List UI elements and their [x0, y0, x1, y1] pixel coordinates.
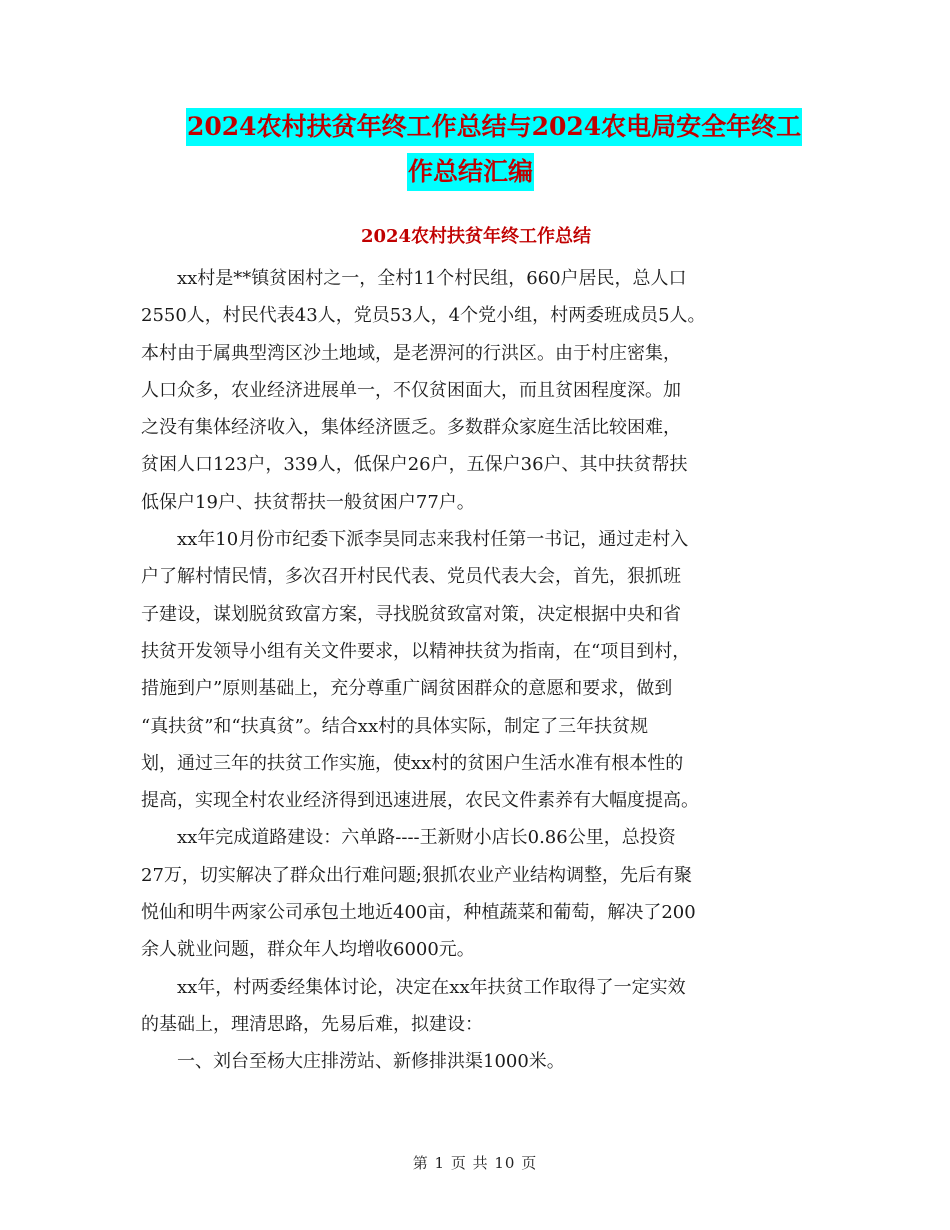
paragraph-line: 贫困人口123户，339人，低保户26户，五保户36户、其中扶贫帮扶	[141, 454, 688, 476]
paragraph-line: xx村是**镇贫困村之一，全村11个村民组，660户居民，总人口	[141, 268, 687, 289]
paragraph-line: “真扶贫”和“扶真贫”。结合xx村的具体实际，制定了三年扶贫规	[141, 715, 649, 737]
paragraph-line: 扶贫开发领导小组有关文件要求，以精神扶贫为指南，在“项目到村，	[141, 640, 691, 662]
paragraph-line: 的基础上，理清思路，先易后难，拟建设：	[141, 1013, 483, 1035]
paragraph-line: xx年完成道路建设：六单路----王新财小店长0.86公里，总投资	[141, 827, 676, 849]
paragraph-line: 一、刘台至杨大庄排涝站、新修排洪渠1000米。	[141, 1051, 565, 1073]
section-heading	[0, 222, 950, 252]
body-text	[141, 260, 821, 1081]
page-footer: 第 1 页 共 10 页	[412, 1154, 538, 1172]
paragraph-line: 子建设，谋划脱贫致富方案，寻找脱贫致富对策，决定根据中央和省	[141, 603, 681, 625]
paragraph-line: 划，通过三年的扶贫工作实施，使xx村的贫困户生活水准有根本性的	[141, 752, 684, 774]
paragraph-line: 悦仙和明牛两家公司承包土地近400亩，种植蔬菜和葡萄，解决了200	[141, 902, 696, 924]
section-heading-text: 2024农村扶贫年终工作总结	[360, 226, 592, 247]
paragraph-line: 本村由于属典型湾区沙土地域，是老淠河的行洪区。由于村庄密集，	[141, 342, 681, 364]
paragraph-line: 之没有集体经济收入，集体经济匮乏。多数群众家庭生活比较困难，	[141, 417, 681, 439]
paragraph	[141, 969, 821, 1044]
paragraph-line: 低保户19户、扶贫帮扶一般贫困户77户。	[141, 491, 475, 513]
paragraph-line: 户了解村情民情，多次召开村民代表、党员代表大会，首先，狠抓班	[141, 566, 681, 588]
paragraph-line: 余人就业问题，群众年人均增收6000元。	[141, 939, 475, 961]
paragraph-line: xx年10月份市纪委下派李昊同志来我村任第一书记，通过走村入	[141, 529, 689, 551]
paragraph-line: 措施到户”原则基础上，充分尊重广阔贫困群众的意愿和要求，做到	[141, 678, 673, 700]
paragraph-line: 27万，切实解决了群众出行难问题;狠抓农业产业结构调整，先后有聚	[141, 864, 692, 886]
paragraph	[141, 521, 821, 819]
paragraph-line: xx年，村两委经集体讨论，决定在xx年扶贫工作取得了一定实效	[141, 976, 686, 998]
title-line-2: 作总结汇编	[407, 153, 534, 191]
paragraph-line: 2550人，村民代表43人，党员53人，4个党小组，村两委班成员5人。	[141, 305, 706, 327]
paragraph	[141, 819, 821, 968]
paragraph-line: 人口众多，农业经济进展单一，不仅贫困面大，而且贫困程度深。加	[141, 379, 681, 401]
paragraph	[141, 1043, 821, 1080]
paragraph	[141, 260, 821, 521]
paragraph-line: 提高，实现全村农业经济得到迅速进展，农民文件素养有大幅度提高。	[141, 790, 699, 812]
title-line-1: 2024农村扶贫年终工作总结与2024农电局安全年终工	[186, 108, 802, 146]
